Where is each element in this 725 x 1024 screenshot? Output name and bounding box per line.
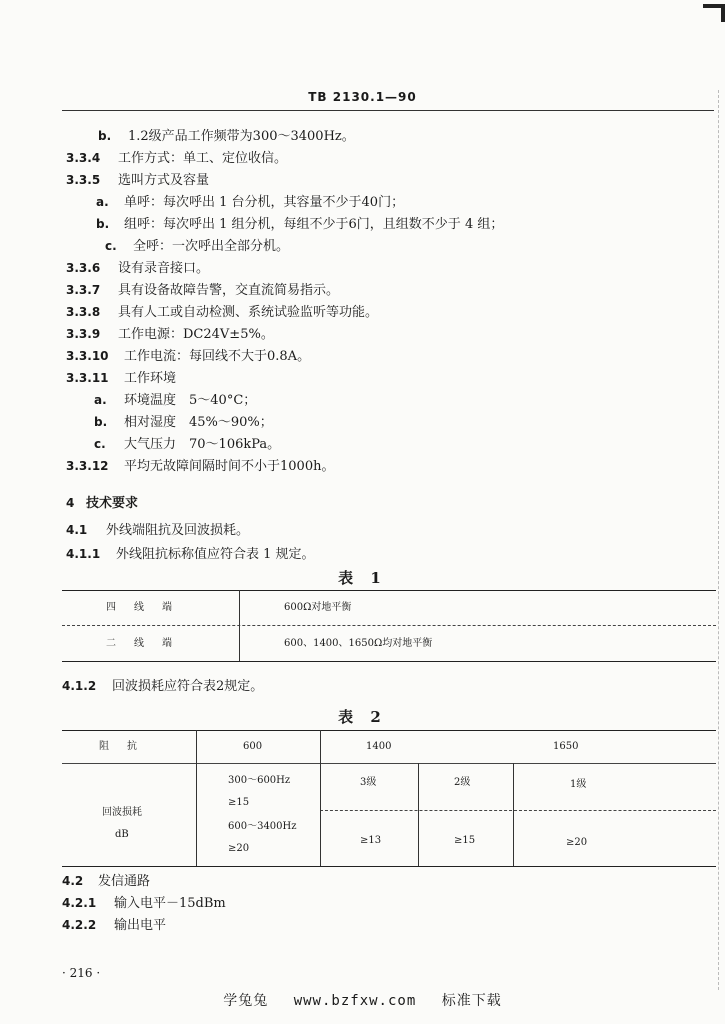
clause-text: 单呼：每次呼出 1 台分机，其容量不少于40门； xyxy=(124,195,405,210)
clause-3-3-5-a xyxy=(96,193,404,212)
table-2-top-rule xyxy=(62,730,716,731)
table-2-header-1400: 1400 xyxy=(366,741,392,752)
table-1-row-label: 四线端 xyxy=(106,602,190,613)
table-2-value-1: ≥20 xyxy=(566,837,588,848)
clause-number: 4.1 xyxy=(66,523,88,537)
clause-text: 外线阻抗标称值应符合表 1 规定。 xyxy=(116,547,315,562)
clause-number: b. xyxy=(94,415,108,429)
table-1-row-value: 600、1400、1650Ω均对地平衡 xyxy=(284,638,433,649)
clause-3-3-6 xyxy=(66,259,209,278)
table-1-row-rule xyxy=(62,625,716,626)
clause-text: 具有设备故障告警，交直流简易指示。 xyxy=(118,283,340,298)
page-number: · 216 · xyxy=(62,966,101,980)
clause-text: 工作电流：每回线不大于0.8A。 xyxy=(124,349,311,364)
standard-header: TB 2130.1—90 xyxy=(308,90,417,104)
clause-3-3-7 xyxy=(66,281,339,300)
table-2-600-band1: 300～600Hz xyxy=(228,775,291,786)
clause-4-1 xyxy=(66,521,249,540)
table-1-bottom-rule xyxy=(62,661,716,662)
table-1-caption: 表 1 xyxy=(338,569,387,587)
table-2-header-600: 600 xyxy=(243,741,263,752)
clause-3-3-9 xyxy=(66,325,274,344)
section-4-heading xyxy=(66,494,138,513)
clause-3-3-11-b xyxy=(94,413,273,432)
clause-4-1-2 xyxy=(62,677,263,696)
table-2-col-rule xyxy=(196,730,197,866)
clause-number: 3.3.8 xyxy=(66,305,101,319)
clause-text: 1.2级产品工作频带为300～3400Hz。 xyxy=(128,129,355,144)
table-2-grade-2: 2级 xyxy=(454,777,471,788)
clause-text: 工作环境 xyxy=(124,371,177,386)
table-2-caption: 表 2 xyxy=(338,708,387,726)
clause-3-3-11 xyxy=(66,369,176,388)
clause-3-3-3-b xyxy=(98,127,355,146)
page-edge xyxy=(717,90,719,990)
table-2-grade-1: 1级 xyxy=(570,779,587,790)
footer-tagline: 标准下载 xyxy=(441,993,502,1009)
header-rule xyxy=(62,110,714,111)
clause-3-3-11-c xyxy=(94,435,280,454)
table-2-row-unit: dB xyxy=(115,829,129,840)
clause-4-2 xyxy=(62,872,150,891)
clause-text: 外线端阻抗及回波损耗。 xyxy=(106,523,250,538)
clause-number: 3.3.11 xyxy=(66,371,109,385)
table-2-600-band2-value: ≥20 xyxy=(228,843,250,854)
clause-number: 3.3.9 xyxy=(66,327,101,341)
clause-3-3-5-b xyxy=(96,215,503,234)
clause-number: 4.2.1 xyxy=(62,896,97,910)
clause-number: 3.3.4 xyxy=(66,151,101,165)
clause-3-3-11-a xyxy=(94,391,256,410)
table-2-col-rule xyxy=(418,763,419,866)
clause-text: 相对湿度 45%～90%； xyxy=(124,415,273,430)
section-title: 技术要求 xyxy=(86,496,139,511)
clause-text: 输入电平－15dBm xyxy=(114,896,226,911)
clause-text: 大气压力 70～106kPa。 xyxy=(124,437,281,452)
clause-number: 3.3.10 xyxy=(66,349,109,363)
clause-3-3-10 xyxy=(66,347,310,366)
clause-text: 全呼：一次呼出全部分机。 xyxy=(133,239,290,254)
table-2-bottom-rule xyxy=(62,866,716,867)
clause-number: c. xyxy=(105,239,117,253)
clause-4-2-2 xyxy=(62,916,166,935)
clause-text: 组呼：每次呼出 1 组分机，每组不少于6门，且组数不少于 4 组； xyxy=(124,217,504,232)
table-2-grade-3: 3级 xyxy=(360,777,377,788)
clause-3-3-12 xyxy=(66,457,334,476)
clause-text: 平均无故障间隔时间不小于1000h。 xyxy=(124,459,335,474)
clause-number: 3.3.6 xyxy=(66,261,101,275)
clause-number: 3.3.5 xyxy=(66,173,101,187)
table-2-col-rule xyxy=(513,763,514,866)
clause-text: 环境温度 5～40°C； xyxy=(124,393,257,408)
clause-text: 输出电平 xyxy=(114,918,167,933)
table-2-value-3: ≥13 xyxy=(360,835,382,846)
table-1-row-label: 二线端 xyxy=(106,638,190,649)
section-number: 4 xyxy=(66,496,75,510)
corner-crop-mark xyxy=(703,4,725,8)
clause-number: 3.3.12 xyxy=(66,459,109,473)
clause-text: 发信通路 xyxy=(98,874,151,889)
clause-number: b. xyxy=(96,217,110,231)
clause-3-3-8 xyxy=(66,303,378,322)
watermark-footer xyxy=(0,990,725,1010)
clause-number: 4.1.1 xyxy=(66,547,101,561)
clause-4-1-1 xyxy=(66,545,315,564)
table-1-row-value: 600Ω对地平衡 xyxy=(284,602,352,613)
table-2-header-1650: 1650 xyxy=(553,741,579,752)
clause-number: a. xyxy=(94,393,107,407)
clause-text: 工作方式：单工、定位收信。 xyxy=(118,151,288,166)
clause-number: a. xyxy=(96,195,109,209)
table-2-value-2: ≥15 xyxy=(454,835,476,846)
clause-text: 回波损耗应符合表2规定。 xyxy=(112,679,264,694)
table-2-header-label: 阻抗 xyxy=(99,741,155,752)
table-2-header-rule xyxy=(62,763,716,764)
table-1-col-rule xyxy=(239,590,240,661)
clause-3-3-4 xyxy=(66,149,287,168)
clause-number: 4.2.2 xyxy=(62,918,97,932)
clause-number: c. xyxy=(94,437,106,451)
clause-text: 选叫方式及容量 xyxy=(118,173,210,188)
table-2-row-label: 回波损耗 xyxy=(102,807,142,818)
table-2-600-band2: 600～3400Hz xyxy=(228,821,297,832)
table-2-600-band1-value: ≥15 xyxy=(228,797,250,808)
clause-number: b. xyxy=(98,129,112,143)
clause-3-3-5-c xyxy=(105,237,289,256)
clause-3-3-5 xyxy=(66,171,209,190)
clause-number: 4.1.2 xyxy=(62,679,97,693)
footer-site-name: 学兔兔 xyxy=(223,993,269,1009)
table-2-col-rule xyxy=(320,730,321,866)
clause-text: 设有录音接口。 xyxy=(118,261,210,276)
clause-text: 具有人工或自动检测、系统试验监听等功能。 xyxy=(118,305,379,320)
clause-4-2-1 xyxy=(62,894,226,913)
clause-number: 4.2 xyxy=(62,874,84,888)
table-2-grade-rule xyxy=(320,810,716,811)
footer-url[interactable]: www.bzfxw.com xyxy=(293,993,417,1009)
clause-number: 3.3.7 xyxy=(66,283,101,297)
table-1-top-rule xyxy=(62,590,716,591)
clause-text: 工作电源：DC24V±5%。 xyxy=(118,327,274,342)
